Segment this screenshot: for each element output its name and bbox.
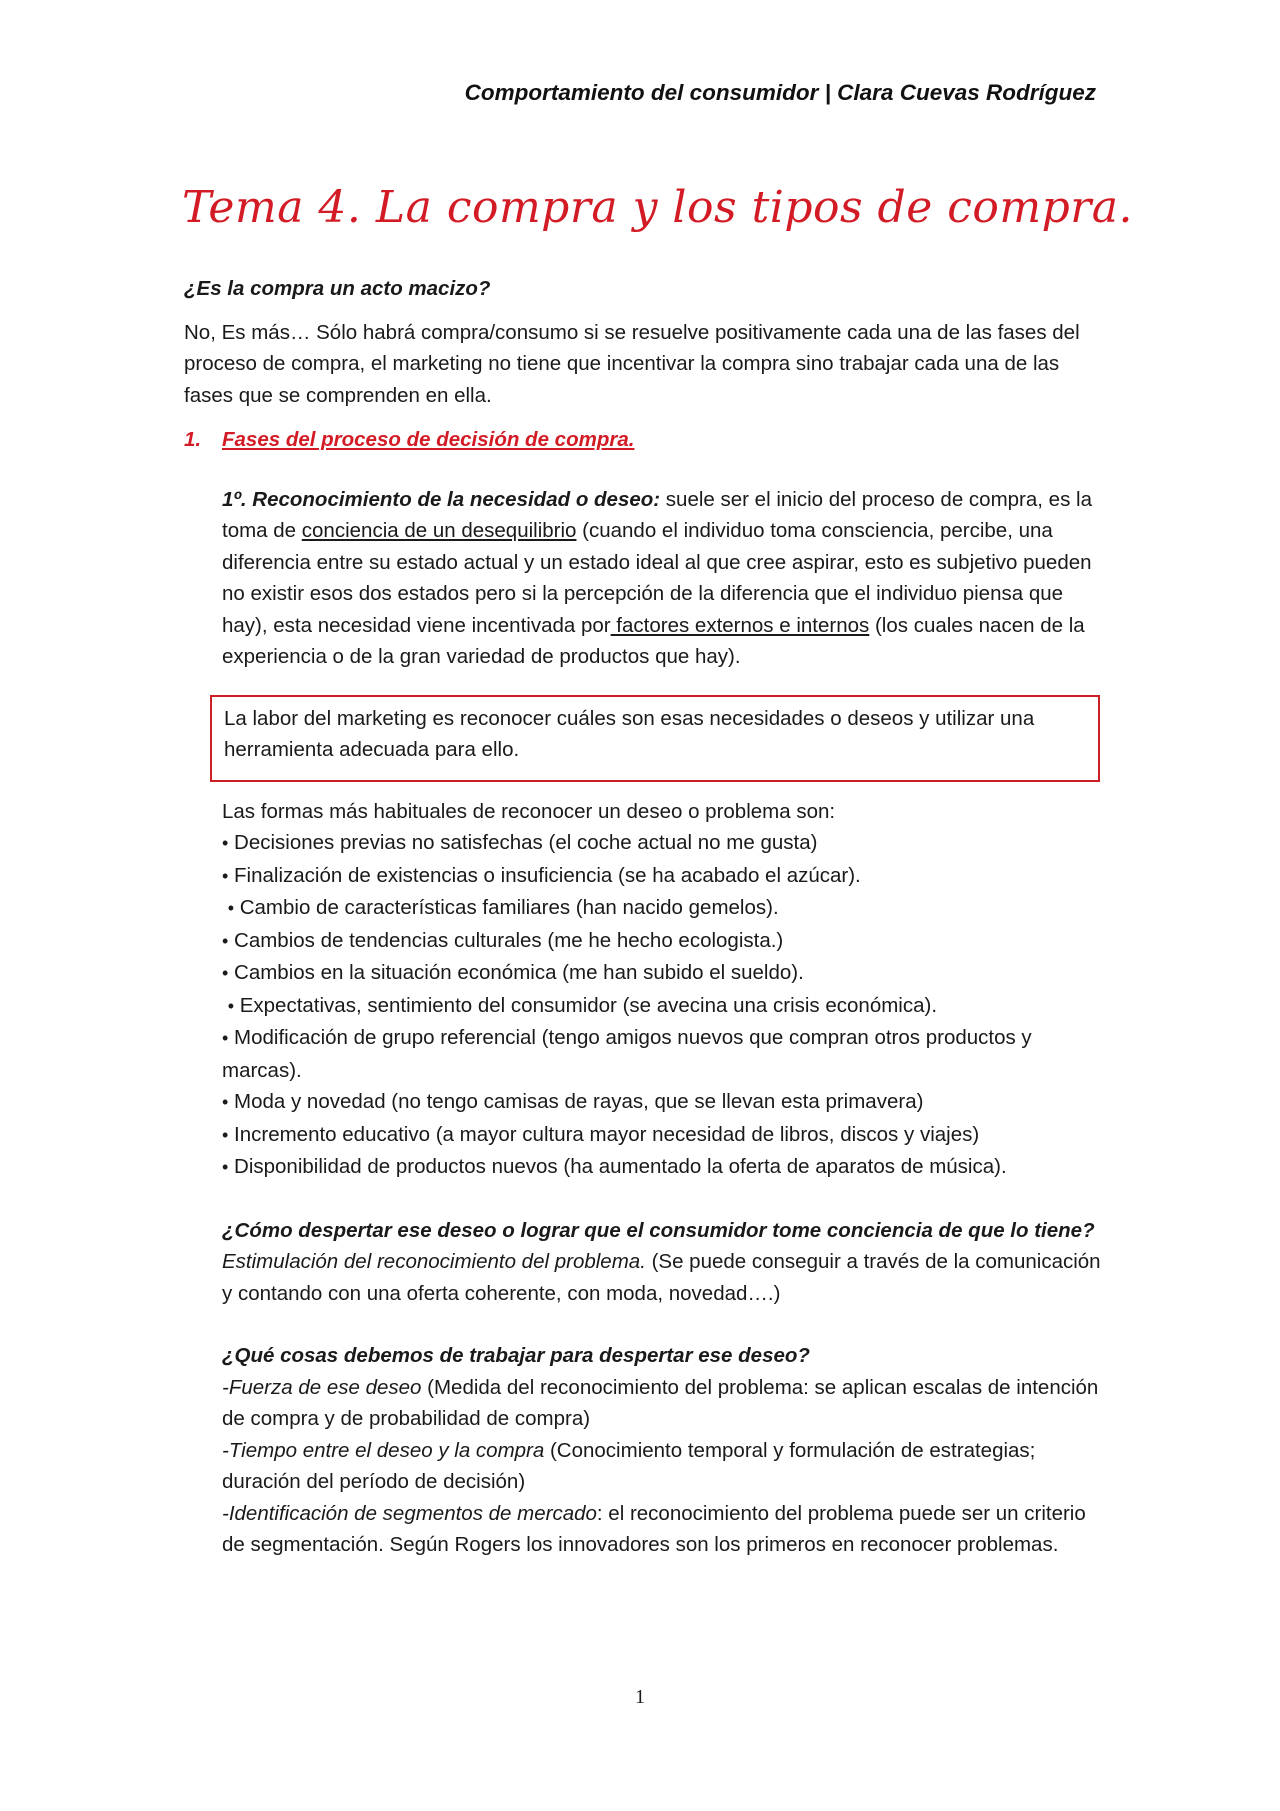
list-item: • Modificación de grupo referencial (tengo amigos nuevos que compran otros productos y marcas). [222, 1026, 1032, 1082]
answer-2-rest: (Se puede conseguir a través de la comunicación y contando con una oferta coherente, con moda, novedad….) [222, 1250, 1101, 1305]
running-header: Comportamiento del consumidor | Clara Cuevas Rodríguez [464, 80, 1096, 105]
list-item: • Moda y novedad (no tengo camisas de rayas, que se llevan esta primavera) [222, 1090, 924, 1113]
question-3: ¿Qué cosas debemos de trabajar para despertar ese deseo? [222, 1344, 810, 1367]
section-heading [184, 424, 1104, 456]
list-item: • Cambio de características familiares (han nacido gemelos). [227, 896, 779, 919]
forms-intro: Las formas más habituales de reconocer un deseo o problema son: [222, 799, 836, 823]
bullet-icon: • [222, 1124, 229, 1145]
intro-paragraph: No, Es más… Sólo habrá compra/consumo si se resuelve positivamente cada una de las fases del proceso de compra, el marketing no tiene que incentivar la compra sino trabajar cada una de las fases que se comprenden en ella. [184, 320, 1080, 407]
list-item: • Cambios de tendencias culturales (me he hecho ecologista.) [222, 928, 784, 952]
list-item: • Incremento educativo (a mayor cultura mayor necesidad de libros, discos y viajes) [222, 1122, 980, 1146]
answer-2 [222, 1246, 1104, 1309]
page-number: 1 [635, 1686, 645, 1708]
stage-1-label: 1º. Reconocimiento de la necesidad o deseo: [222, 487, 661, 511]
forms-list [222, 827, 1104, 1184]
list-item: • Finalización de existencias o insuficiencia (se ha acabado el azúcar). [222, 863, 861, 887]
page-title: Tema 4. La compra y los tipos de compra. [182, 182, 1134, 233]
bullet-icon: • [222, 1092, 229, 1112]
bullet-icon: • [222, 963, 229, 983]
answer-2-italic: Estimulación del reconocimiento del problema. [222, 1250, 646, 1273]
stage-1-underline-1: conciencia de un desequilibrio [301, 519, 577, 542]
question-2: ¿Cómo despertar ese deseo o lograr que el consumidor tome conciencia de que lo tiene? [222, 1218, 1095, 1242]
section-label: Fases del proceso de decisión de compra. [222, 428, 635, 451]
section-number: 1. [184, 428, 202, 451]
question-3-item: -Tiempo entre el deseo y la compra (Conocimiento temporal y formulación de estrategias; duración del período de decisión) [222, 1438, 1036, 1493]
question-3-item: -Fuerza de ese deseo (Medida del reconocimiento del problema: se aplican escalas de intención de compra y de probabilidad de compra) [222, 1375, 1099, 1430]
document-body [184, 273, 1104, 1561]
stage-1-underline-2: factores externos e internos [610, 613, 870, 637]
stage-1-text-b: (cuando el individuo toma consciencia, percibe, una diferencia entre su estado actual y un estado ideal al que cree aspirar, esto es subjetivo pueden no existir esos dos estados pero si la percepción de la diferencia que el individuo piensa que hay), esta necesidad viene incentivada por [222, 519, 1092, 637]
list-item: • Decisiones previas no satisfechas (el coche actual no me gusta) [222, 831, 818, 854]
bullet-icon: • [227, 995, 235, 1016]
bullet-icon: • [222, 1028, 229, 1048]
forms-block [222, 796, 1104, 1561]
list-item: • Disponibilidad de productos nuevos (ha aumentado la oferta de aparatos de música). [222, 1155, 1007, 1178]
stage-1-text-a: suele ser el inicio del proceso de compra, es la toma de [222, 487, 1092, 542]
highlight-box [210, 695, 1100, 782]
stage-1-text-c: (los cuales nacen de la experiencia o de la gran variedad de productos que hay). [222, 613, 1085, 668]
question-1: ¿Es la compra un acto macizo? [184, 277, 491, 300]
question-3-item: -Identificación de segmentos de mercado: el reconocimiento del problema puede ser un criterio de segmentación. Según Rogers los innovadores son los primeros en reconocer problemas. [222, 1501, 1086, 1556]
highlight-box-text: La labor del marketing es reconocer cuáles son esas necesidades o deseos y utilizar una herramienta adecuada para ello. [224, 706, 1035, 761]
list-item: • Expectativas, sentimiento del consumidor (se avecina una crisis económica). [227, 993, 938, 1017]
stage-1-paragraph [222, 484, 1104, 673]
bullet-icon: • [222, 833, 229, 853]
bullet-icon: • [222, 865, 229, 886]
bullet-icon: • [222, 930, 229, 951]
bullet-icon: • [227, 898, 235, 918]
list-item: • Cambios en la situación económica (me han subido el sueldo). [222, 961, 804, 984]
bullet-icon: • [222, 1157, 229, 1177]
